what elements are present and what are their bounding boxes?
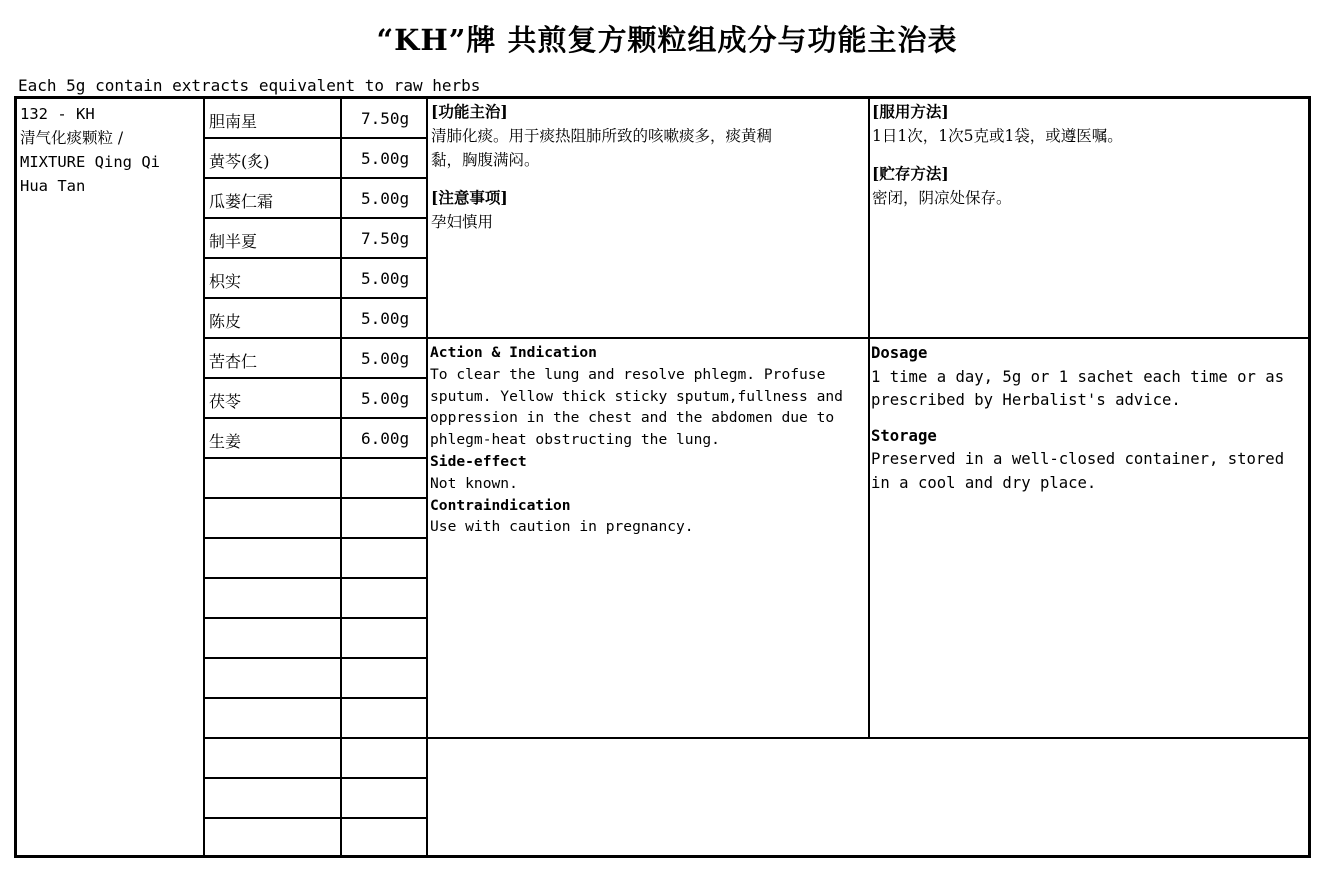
herb-name: 黄芩(炙) <box>209 152 270 171</box>
en-dosage-text: 1 time a day, 5g or 1 sachet each time or as <box>871 367 1285 386</box>
herb-dose: 5.00g <box>361 309 410 328</box>
herb-dose: 6.00g <box>361 429 410 448</box>
divider-cn-en <box>426 337 1308 339</box>
herb-row <box>205 139 428 179</box>
cn-indication-block <box>431 100 863 234</box>
en-contraindication-text: Use with caution in pregnancy. <box>430 518 694 536</box>
herb-name: 制半夏 <box>209 232 258 251</box>
herb-row <box>205 299 428 339</box>
en-indication-heading: Action & Indication <box>430 344 597 361</box>
en-indication-text: oppression in the chest and the abdomen due to <box>430 409 835 427</box>
herb-name: 茯苓 <box>209 392 242 411</box>
page-title: “KH”牌 共煎复方颗粒组成分与功能主治表 <box>376 23 958 57</box>
cn-indication-text: 黏，胸腹满闷。 <box>431 151 540 169</box>
en-indication-text: phlegm-heat obstructing the lung. <box>430 431 720 449</box>
row-line <box>203 737 428 739</box>
herb-name: 瓜蒌仁霜 <box>209 192 274 211</box>
herb-name: 苦杏仁 <box>209 352 258 371</box>
product-name-en: MIXTURE Qing Qi <box>20 153 160 171</box>
subtitle: Each 5g contain extracts equivalent to raw herbs <box>18 76 481 95</box>
herb-dose: 5.00g <box>361 349 410 368</box>
herb-dose: 5.00g <box>361 189 410 208</box>
product-name-en-cont: Hua Tan <box>20 177 86 195</box>
cn-caution-text: 孕妇慎用 <box>431 213 494 231</box>
herb-row <box>205 259 428 299</box>
en-dosage-heading: Dosage <box>871 344 928 362</box>
product-code: 132 - KH <box>20 105 95 123</box>
herb-name: 生姜 <box>209 432 242 451</box>
row-line <box>203 777 428 779</box>
herb-dose: 5.00g <box>361 389 410 408</box>
cn-caution-heading: [注意事项] <box>431 188 508 207</box>
en-storage-heading: Storage <box>871 426 937 445</box>
herb-dose: 7.50g <box>361 109 410 128</box>
cn-usage-text: 1日1次，1次5克或1袋，或遵医嘱。 <box>872 127 1123 145</box>
cn-usage-block <box>872 100 1302 210</box>
en-storage-text: in a cool and dry place. <box>871 473 1097 492</box>
herb-name: 胆南星 <box>209 112 258 131</box>
row-line <box>203 577 428 579</box>
product-cell <box>20 102 200 198</box>
row-line <box>203 537 428 539</box>
herb-name: 陈皮 <box>209 312 242 331</box>
herb-row <box>205 99 428 139</box>
row-line <box>203 497 428 499</box>
herb-row <box>205 339 428 379</box>
divider-info-bottom <box>426 737 1308 739</box>
cn-usage-heading: [服用方法] <box>872 102 949 121</box>
en-dosage-text: prescribed by Herbalist's advice. <box>871 391 1181 409</box>
cn-storage-heading: [贮存方法] <box>872 164 949 183</box>
herb-name: 枳实 <box>209 272 242 291</box>
product-name-cn: 清气化痰颗粒 / <box>20 129 124 147</box>
herb-row <box>205 179 428 219</box>
en-dosage-block <box>871 342 1307 495</box>
cn-storage-text: 密闭，阴凉处保存。 <box>872 189 1012 207</box>
herb-row <box>205 219 428 259</box>
en-contraindication-heading: Contraindication <box>430 496 571 514</box>
ingredient-table <box>14 96 1311 858</box>
divider-info <box>868 99 870 737</box>
en-side-effect-heading: Side-effect <box>430 452 527 470</box>
herb-dose: 5.00g <box>361 149 410 168</box>
herb-row <box>205 379 428 419</box>
en-storage-text: Preserved in a well-closed container, stored <box>871 450 1285 468</box>
row-line <box>203 657 428 659</box>
cn-indication-heading: [功能主治] <box>431 102 508 121</box>
en-indication-block <box>430 342 864 538</box>
en-indication-text: To clear the lung and resolve phlegm. Profuse <box>430 365 826 383</box>
en-side-effect-text: Not known. <box>430 474 518 492</box>
en-indication-text: sputum. Yellow thick sticky sputum,fullness and <box>430 387 843 405</box>
herb-dose: 5.00g <box>361 269 410 288</box>
cn-indication-text: 清肺化痰。用于痰热阻肺所致的咳嗽痰多，痰黄稠 <box>431 127 773 145</box>
herb-dose: 7.50g <box>361 229 410 248</box>
row-line <box>203 817 428 819</box>
herb-row <box>205 419 428 459</box>
row-line <box>203 697 428 699</box>
row-line <box>203 617 428 619</box>
